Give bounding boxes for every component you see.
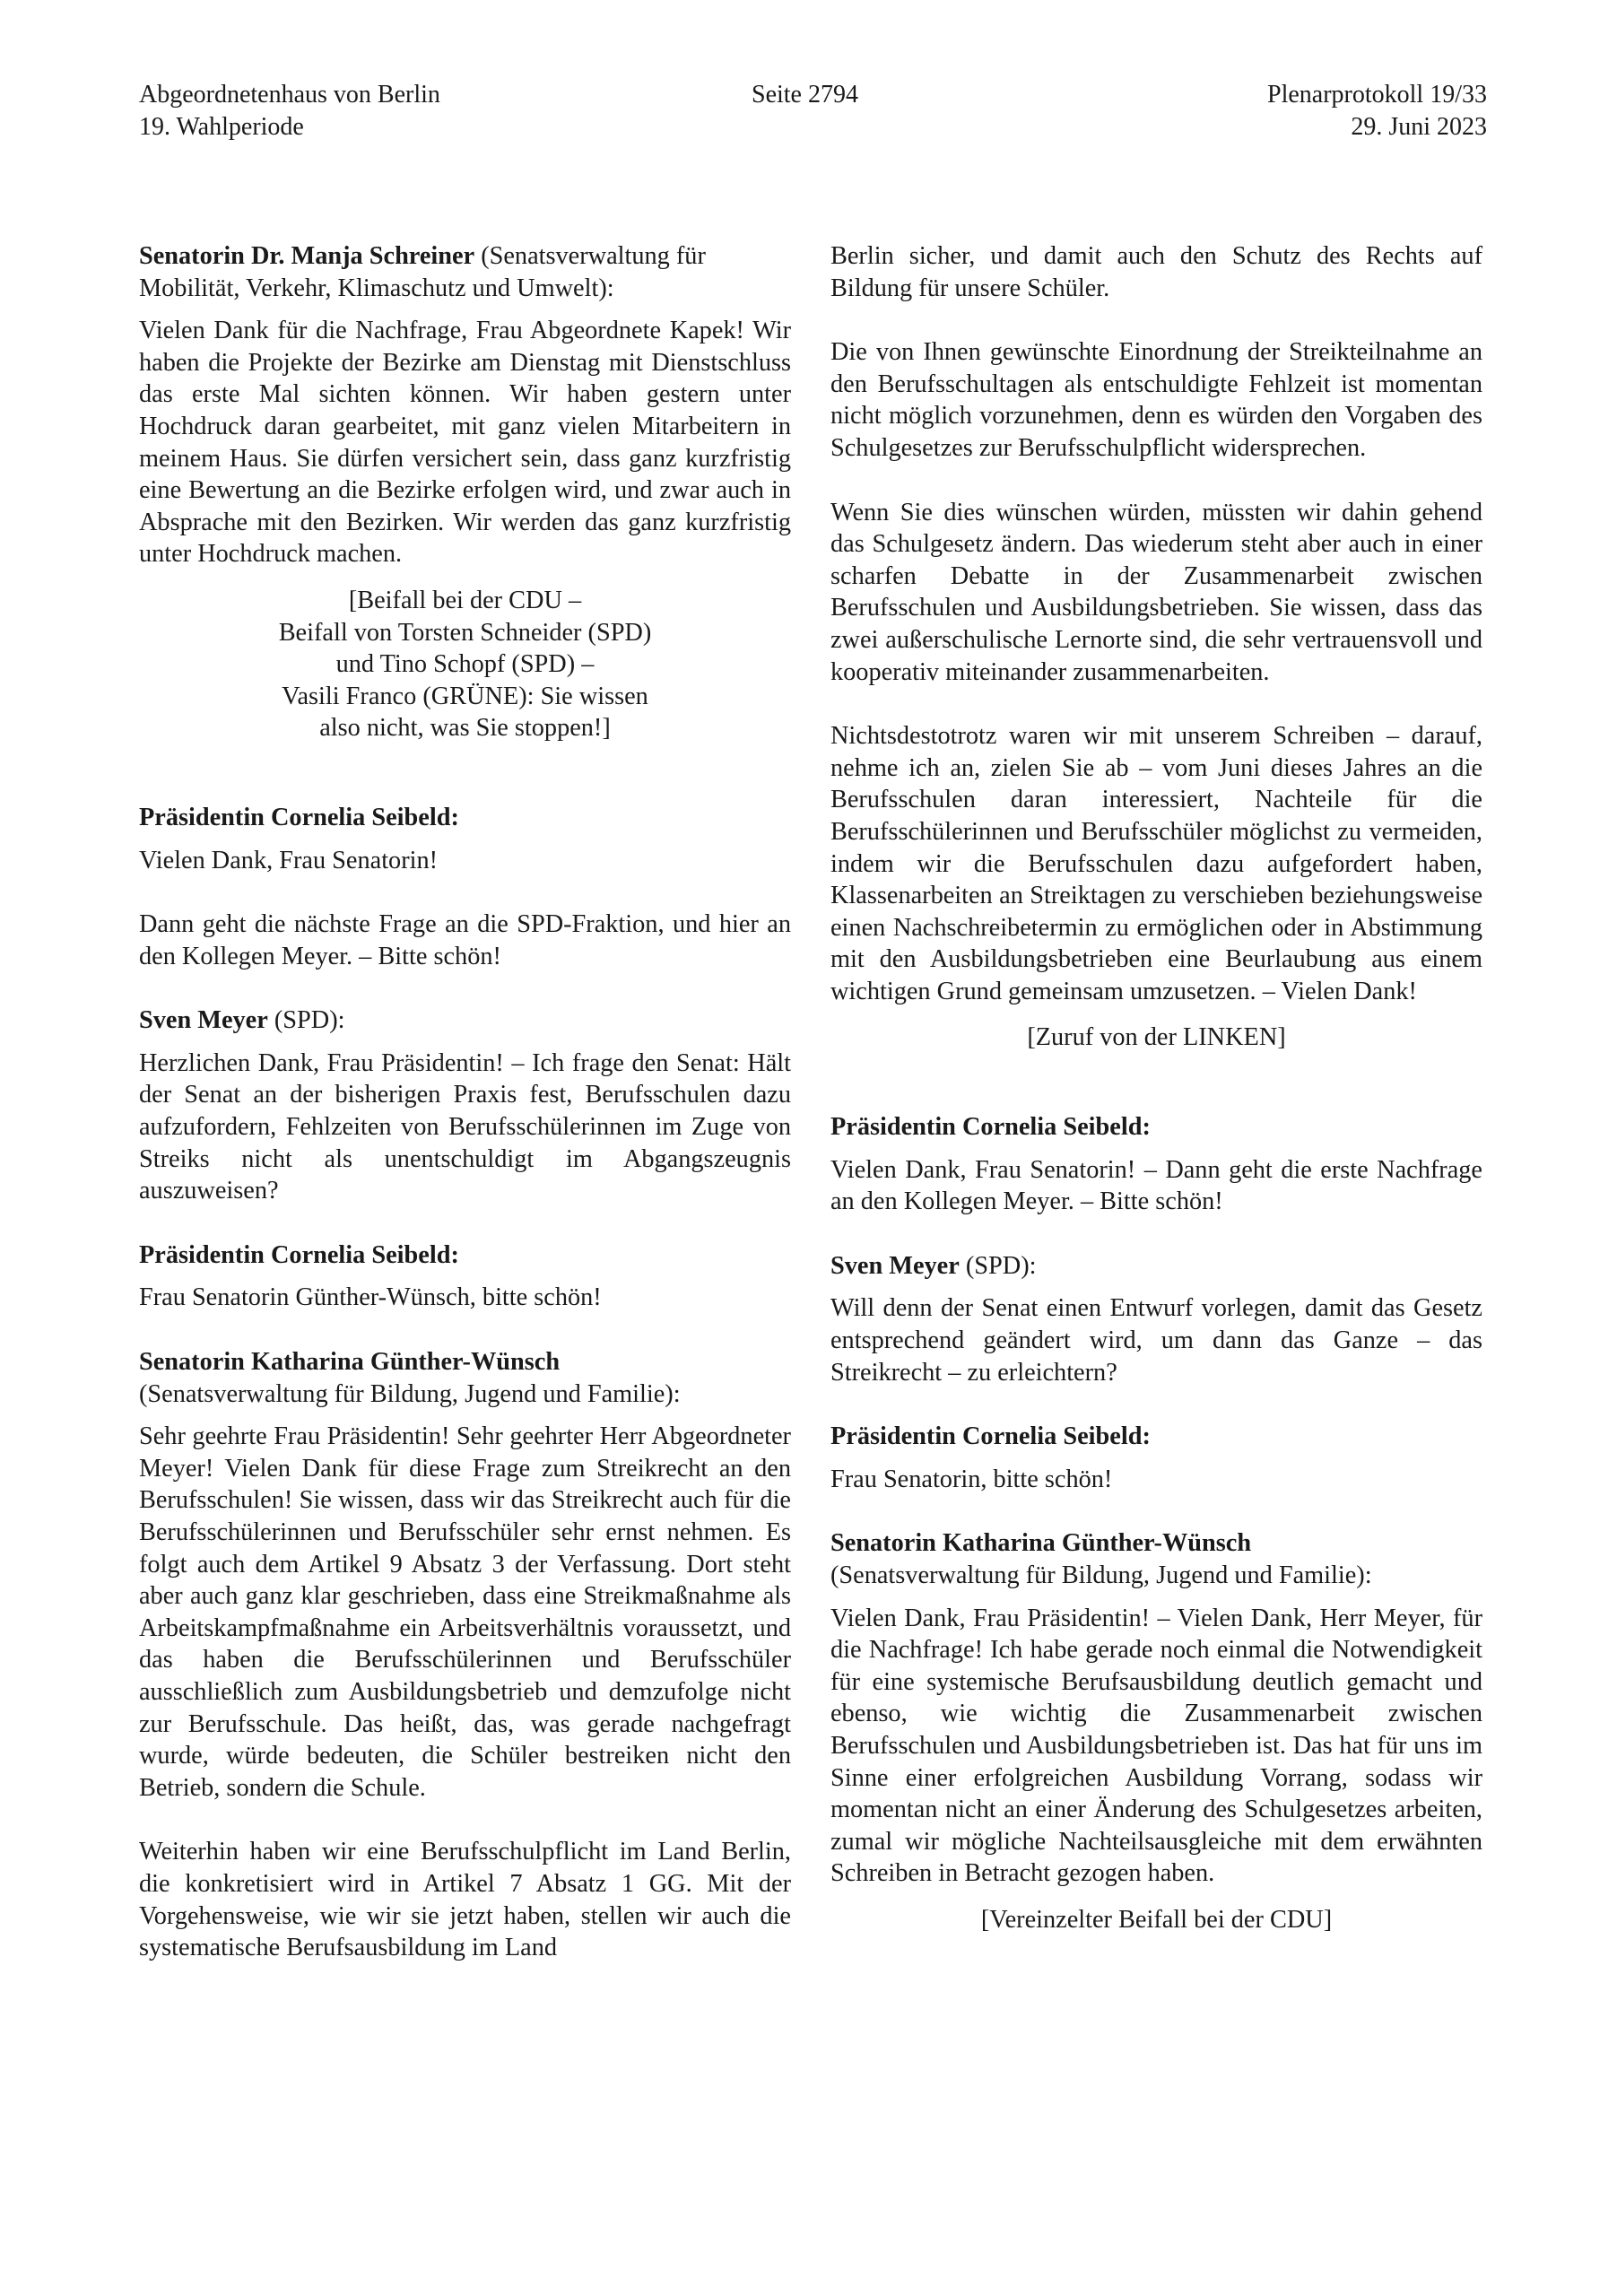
- speech-paragraph: Frau Senatorin, bitte schön!: [830, 1465, 1113, 1493]
- speaker-name: Präsidentin Cornelia Seibeld:: [830, 1422, 1151, 1451]
- speaker-affiliation: (Senatsverwaltung für Mobilität, Verkehr, Klimaschutz und Umwelt):: [139, 242, 706, 302]
- speaker-name: Sven Meyer: [830, 1251, 960, 1280]
- speech-paragraph: Herzlichen Dank, Frau Präsidentin! – Ich frage den Senat: Hält der Senat an der bisherigen Praxis fest, Berufsschulen dazu aufzufordern, Fehlzeiten von Berufsschülerinnen im Zuge von Streiks nicht als unentschuldigt im Abgangszeugnis auszuweisen?: [139, 1048, 791, 1205]
- header-date: 29. Juni 2023: [1351, 113, 1487, 141]
- speech-paragraph: Nichtsdestotrotz waren wir mit unserem Schreiben – darauf, nehme ich an, zielen Sie ab – vom Juni dieses Jahres an die Berufsschulen daran interessiert, Nachteile für die Berufsschülerinnen und Berufsschüler möglichst zu vermeiden, indem wir die Berufsschulen dazu aufgefordert haben, Klassenarbeiten an Streiktagen zu verschieben beziehungsweise einen Nachschreibetermin zu ermöglichen oder in Abstimmung mit den Ausbildungsbetrieben eine Beurlaubung aus einem wichtigen Grund gemeinsam umzusetzen. – Vielen Dank!: [830, 722, 1482, 1005]
- left-column: [139, 240, 791, 1979]
- speech-paragraph: Weiterhin haben wir eine Berufsschulpflicht im Land Berlin, die konkretisiert wird in Artikel 7 Absatz 1 GG. Mit der Vorgehensweise, wie wir sie jetzt haben, stellen wir auch die systematische Berufsausbildung im Land: [139, 1838, 791, 1962]
- interjection: [830, 1022, 1482, 1054]
- speech-paragraph: Sehr geehrte Frau Präsidentin! Sehr geehrter Herr Abgeordneter Meyer! Vielen Dank für diese Frage zum Streikrecht an den Berufsschulen! Sie wissen, dass wir das Streikrecht auch für die Berufsschülerinnen und Berufsschüler sehr ernst nehmen. Es folgt auch dem Artikel 9 Absatz 3 der Verfassung. Dort steht aber auch ganz klar geschrieben, dass eine Streikmaßnahme als Arbeitskampfmaßnahme ein Arbeitsverhältnis voraussetzt, und das haben die Berufsschülerinnen und Berufsschüler ausschließlich zum Ausbildungsbetrieb und demzufolge nicht zur Berufsschule. Das heißt, das, was gerade nachgefragt wurde, würde bedeuten, die Schüler bestreiken nicht den Betrieb, sondern die Schule.: [139, 1422, 791, 1802]
- speaker-name: Präsidentin Cornelia Seibeld:: [139, 1240, 459, 1269]
- speaker-affiliation: (Senatsverwaltung für Bildung, Jugend und Familie):: [830, 1561, 1372, 1589]
- interjection-line: Vasili Franco (GRÜNE): Sie wissen: [282, 682, 648, 710]
- interjection: [830, 1904, 1482, 1936]
- speaker-name: Senatorin Katharina Günther-Wünsch: [139, 1348, 561, 1377]
- interjection: [139, 585, 791, 744]
- interjection-line: [Vereinzelter Beifall bei der CDU]: [980, 1905, 1333, 1934]
- speaker-affiliation: (Senatsverwaltung für Bildung, Jugend und Familie):: [139, 1379, 681, 1408]
- speaker-heading: [830, 1527, 1482, 1591]
- speaker-affiliation: (SPD):: [267, 1006, 345, 1035]
- header-protocol: Plenarprotokoll 19/33: [1267, 81, 1487, 109]
- spacer: [139, 777, 791, 802]
- speaker-heading: [139, 1346, 791, 1410]
- speech-paragraph: Will denn der Senat einen Entwurf vorlegen, damit das Gesetz entsprechend geändert wird, um dann das Ganze – das Streikrecht – zu erleichtern?: [830, 1294, 1482, 1387]
- speaker-name: Präsidentin Cornelia Seibeld:: [830, 1113, 1151, 1142]
- header-right: [1267, 79, 1487, 144]
- speaker-name: Sven Meyer: [139, 1006, 268, 1035]
- interjection-line: also nicht, was Sie stoppen!]: [319, 714, 611, 743]
- speaker-heading: [139, 240, 791, 304]
- header-left: [139, 79, 440, 144]
- header-page-number: Seite 2794: [752, 81, 858, 109]
- speech-paragraph: Vielen Dank, Frau Senatorin!: [139, 846, 439, 874]
- speaker-heading: [139, 802, 791, 834]
- interjection-line: und Tino Schopf (SPD) –: [335, 650, 595, 679]
- speech-paragraph: Dann geht die nächste Frage an die SPD-Fraktion, und hier an den Kollegen Meyer. – Bitte schön!: [139, 910, 791, 970]
- right-column: [830, 240, 1482, 1969]
- spacer: [830, 1086, 1482, 1111]
- speech-paragraph: Die von Ihnen gewünschte Einordnung der Streikteilnahme an den Berufsschultagen als entschuldigte Fehlzeit ist momentan nicht möglich vorzunehmen, denn es würden den Vorgaben des Schulgesetzes zur Berufsschulpflicht widersprechen.: [830, 338, 1482, 462]
- header-institution: Abgeordnetenhaus von Berlin: [139, 81, 440, 109]
- speaker-heading: [830, 1421, 1482, 1453]
- speech-paragraph: Vielen Dank, Frau Senatorin! – Dann geht die erste Nachfrage an den Kollegen Meyer. – Bitte schön!: [830, 1155, 1482, 1216]
- speaker-heading: [139, 1004, 791, 1037]
- speech-paragraph: Vielen Dank für die Nachfrage, Frau Abgeordnete Kapek! Wir haben die Projekte der Bezirke am Dienstag mit Dienstschluss das erste Mal sichten können. Wir haben gestern unter Hochdruck daran gearbeitet, mit ganz vielen Mitarbeitern in meinem Haus. Sie dürfen versichert sein, dass ganz kurzfristig eine Bewertung an die Bezirke erfolgen wird, und zwar auch in Absprache mit den Bezirken. Wir werden das ganz kurzfristig unter Hochdruck machen.: [139, 317, 791, 569]
- speech-paragraph: Frau Senatorin Günther-Wünsch, bitte schön!: [139, 1283, 602, 1312]
- speaker-name: Senatorin Dr. Manja Schreiner: [139, 242, 475, 270]
- speaker-name: Senatorin Katharina Günther-Wünsch: [830, 1529, 1252, 1558]
- speaker-heading: [830, 1111, 1482, 1144]
- speaker-affiliation: (SPD):: [959, 1251, 1037, 1280]
- speech-paragraph: Wenn Sie dies wünschen würden, müssten wir dahin gehend das Schulgesetz ändern. Das wiederum steht aber auch in einer scharfen Debatte in der Zusammenarbeit zwischen Berufsschulen und Ausbildungsbetrieben. Sie wissen, dass das zwei außerschulische Lernorte sind, die sehr vertrauensvoll und kooperativ miteinander zusammenarbeiten.: [830, 498, 1482, 686]
- speaker-name: Präsidentin Cornelia Seibeld:: [139, 803, 459, 831]
- interjection-line: [Zuruf von der LINKEN]: [1027, 1023, 1286, 1052]
- speech-paragraph: Berlin sicher, und damit auch den Schutz des Rechts auf Bildung für unsere Schüler.: [830, 242, 1482, 302]
- interjection-line: Beifall von Torsten Schneider (SPD): [278, 618, 652, 647]
- speaker-heading: [139, 1239, 791, 1272]
- interjection-line: [Beifall bei der CDU –: [348, 586, 582, 614]
- header-period: 19. Wahlperiode: [139, 113, 304, 141]
- speaker-heading: [830, 1250, 1482, 1283]
- speech-paragraph: Vielen Dank, Frau Präsidentin! – Vielen Dank, Herr Meyer, für die Nachfrage! Ich habe gerade noch einmal die Notwendigkeit für eine systemische Berufsausbildung deutlich gemacht und ebenso, wie wichtig die Zusammenarbeit zwischen Berufsschulen und Ausbildungsbetrieben ist. Das hat für uns im Sinne einer erfolgreichen Ausbildung Vorrang, sodass wir momentan nicht an einer Änderung des Schulgesetzes arbeiten, zumal wir mögliche Nachteilsausgleiche mit dem erwähnten Schreiben in Betracht gezogen haben.: [830, 1604, 1482, 1888]
